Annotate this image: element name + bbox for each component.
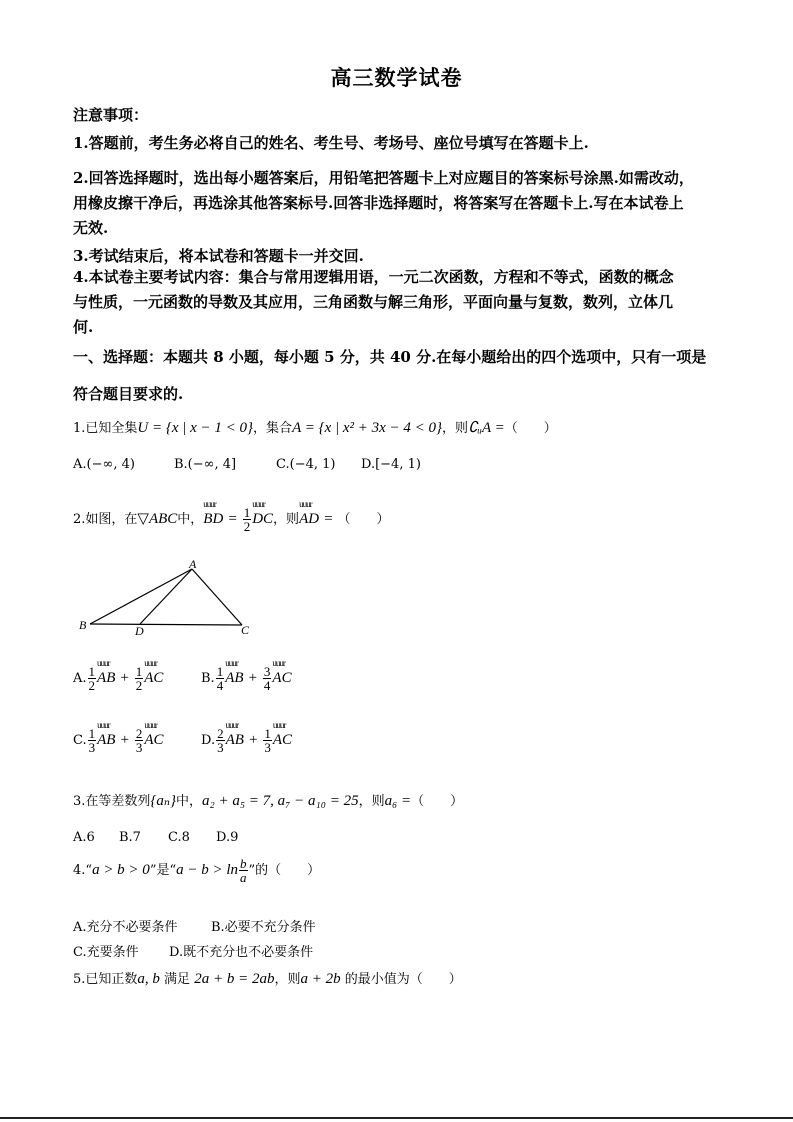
question-2: [73, 506, 389, 533]
q2-option-a-letter: A.: [73, 671, 87, 686]
q2-prefix: 2.如图，在: [73, 512, 138, 527]
q2-option-d-vector-2: uuur AC: [273, 732, 292, 749]
side-ab: [90, 569, 192, 624]
q3-sequence: {aₙ}: [150, 793, 176, 809]
q2-option-c-coef-1-den: 3: [88, 740, 96, 755]
q1-then: ，则: [442, 421, 469, 436]
q2-option-b-op: +: [247, 670, 258, 686]
q5-prefix: 5.已知正数: [73, 972, 138, 987]
q2-option-d-letter: D.: [201, 733, 216, 748]
q3-option-c: C.8: [168, 830, 190, 845]
side-ac: [192, 569, 242, 625]
q2-option-d-coef-2-num: 1: [264, 726, 271, 741]
page-title: 高三数学试卷: [330, 65, 463, 90]
q5-expression: a + 2b: [300, 971, 341, 987]
q5-suffix: 的最小值为（ ）: [344, 972, 462, 987]
vertex-label-c: C: [241, 623, 250, 637]
q4-prefix: 4.“: [73, 863, 93, 878]
q2-option-a-coef-2: [135, 665, 144, 692]
q2-triangle: ▽ABC: [137, 511, 178, 527]
q2-option-d-coef-2-den: 3: [264, 740, 271, 755]
q2-option-a: [73, 665, 163, 692]
q1-option-d: D.[−4, 1): [361, 457, 421, 472]
notice-item-4: [73, 265, 674, 340]
notice-item-3: 3.考试结束后，将本试卷和答题卡一并交回.: [73, 247, 364, 265]
question-5: [73, 968, 462, 988]
q3-blank: （ ）: [411, 794, 464, 809]
segment-ad: [140, 569, 192, 624]
q4-condition-2: a − b > ln: [176, 862, 239, 878]
notice-item-4-line-2: 与性质，一元函数的导数及其应用，三角函数与解三角形，平面向量与复数，数列，立体几: [73, 293, 674, 311]
q2-option-a-coef-2-num: 1: [135, 664, 143, 679]
notice-item-2-line-2: 用橡皮擦干净后，再选涂其他答案标号.回答非选择题时，将答案写在答题卡上.写在本试卷上: [73, 194, 684, 212]
q1-option-a: A.(−∞, 4): [73, 457, 135, 472]
q2-vector-bd: uuur BD: [203, 511, 223, 528]
q2-vector-dc: uuur DC: [252, 511, 273, 528]
q4-option-a: A.充分不必要条件: [73, 920, 178, 935]
q2-option-b-coef-1-den: 4: [216, 678, 224, 693]
q2-then: ，则: [273, 512, 300, 527]
triangle-figure: [75, 555, 265, 640]
question-1: [73, 417, 557, 437]
q2-mid: 中，: [177, 512, 204, 527]
q2-option-b: [201, 665, 292, 692]
q1-blank: （ ）: [504, 421, 557, 436]
q2-option-c-coef-1-num: 1: [88, 726, 96, 741]
q2-option-a-coef-1-num: 1: [88, 664, 96, 679]
q2-option-c-coef-2-den: 3: [135, 740, 143, 755]
notice-item-4-line-3: 何.: [73, 318, 94, 336]
q2-option-b-coef-2-num: 3: [263, 664, 271, 679]
q2-option-d-coef-1-den: 3: [217, 740, 224, 755]
q3-condition: a₂ + a₅ = 7, a₇ − a₁₀ = 25: [202, 793, 359, 809]
section-heading-line-1: 一、选择题：本题共 8 小题，每小题 5 分，共 40 分.在每小题给出的四个选项中，只有一项是: [73, 348, 707, 366]
q1-set-u: U = {x | x − 1 < 0}: [137, 420, 254, 436]
q4-fraction-den: a: [240, 870, 247, 885]
q1-option-c: C.(−4, 1): [276, 457, 336, 472]
q3-mid: 中，: [175, 794, 202, 809]
notice-item-1: 1.答题前，考生务必将自己的姓名、考生号、考场号、座位号填写在答题卡上.: [73, 134, 589, 152]
q4-option-d: D.既不充分也不必要条件: [169, 945, 314, 960]
q2-option-c-letter: C.: [73, 733, 87, 748]
q4-option-c: C.充要条件: [73, 945, 139, 960]
q1-prefix: 1.已知全集: [73, 421, 138, 436]
q3-prefix: 3.在等差数列: [73, 794, 151, 809]
q4-fraction: [239, 857, 248, 884]
side-bc: [90, 624, 242, 625]
q3-then: ，则: [358, 794, 385, 809]
q2-option-c-coef-2-num: 2: [135, 726, 143, 741]
q2-option-b-vector-2: uuur AC: [272, 670, 291, 687]
q5-mid: 满足: [164, 972, 191, 987]
q1-expr: ∁ᵤA =: [468, 420, 505, 436]
q2-eq: =: [323, 511, 334, 527]
q2-option-b-vector-1: uuur AB: [225, 670, 243, 687]
vertex-label-a: A: [189, 557, 197, 571]
q2-option-d-coef-2: [263, 727, 272, 754]
q4-mid: ”是“: [149, 863, 177, 878]
section-heading-line-2: 符合题目要求的.: [73, 385, 184, 403]
q2-option-d: [201, 727, 292, 754]
q2-cond-fraction: $\frac{1}{2}$: [243, 505, 251, 534]
q4-option-b: B.必要不充分条件: [211, 920, 316, 935]
question-4: [73, 857, 320, 884]
q2-option-c-coef-1: [88, 727, 97, 754]
q5-vars: a, b: [137, 971, 160, 987]
q2-option-c-coef-2: [135, 727, 144, 754]
q2-option-c-op: +: [119, 732, 130, 748]
notice-item-2-line-3: 无效.: [73, 219, 109, 237]
q3-target: a₆ =: [384, 793, 412, 809]
q3-option-b: B.7: [119, 830, 141, 845]
q2-option-d-vector-1: uuur AB: [226, 732, 244, 749]
q4-suffix: ”的（ ）: [248, 863, 321, 878]
notice-item-2: [73, 166, 694, 241]
q4-fraction-num: b: [240, 856, 247, 871]
q2-option-b-coef-2: [263, 665, 272, 692]
q3-option-a: A.6: [73, 830, 95, 845]
q2-option-b-letter: B.: [201, 671, 215, 686]
q2-option-b-coef-2-den: 4: [263, 678, 271, 693]
q4-condition-1: a > b > 0: [92, 862, 150, 878]
page-bottom-rule: [0, 1117, 793, 1119]
q2-option-b-coef-1-num: 1: [216, 664, 224, 679]
q2-option-a-coef-1: [88, 665, 97, 692]
point-label-d: D: [135, 624, 144, 638]
q2-option-d-op: +: [248, 732, 259, 748]
notice-heading: 注意事项：: [73, 106, 149, 124]
q2-vector-ad: uuur AD: [299, 511, 319, 528]
q2-blank: （ ）: [337, 512, 390, 527]
q2-option-d-coef-1-num: 2: [217, 726, 224, 741]
q2-option-a-coef-1-den: 2: [88, 678, 96, 693]
q2-option-d-coef-1: [216, 727, 225, 754]
q2-option-a-coef-2-den: 2: [135, 678, 143, 693]
q2-option-b-coef-1: [216, 665, 225, 692]
q3-option-d: D.9: [216, 830, 239, 845]
notice-item-2-line-1: 2.回答选择题时，选出每小题答案后，用铅笔把答题卡上对应题目的答案标号涂黑.如需改动，: [73, 169, 694, 187]
q1-set-a: A = {x | x² + 3x − 4 < 0}: [292, 420, 443, 436]
q2-option-c: [73, 727, 164, 754]
q2-option-c-vector-2: uuur AC: [144, 732, 163, 749]
q2-option-c-vector-1: uuur AB: [97, 732, 115, 749]
q2-option-a-vector-1: uuur AB: [97, 670, 115, 687]
vertex-label-b: B: [79, 618, 87, 632]
q2-option-a-vector-2: uuur AC: [144, 670, 163, 687]
q5-then: ，则: [274, 972, 301, 987]
q2-option-a-op: +: [119, 670, 130, 686]
question-3: [73, 790, 463, 810]
q5-condition: 2a + b = 2ab: [194, 971, 275, 987]
notice-item-4-line-1: 4.本试卷主要考试内容：集合与常用逻辑用语，一元二次函数，方程和不等式，函数的概念: [73, 268, 674, 286]
q1-middle: ，集合: [253, 421, 293, 436]
q2-cond-eq: =: [227, 511, 238, 527]
q1-option-b: B.(−∞, 4]: [174, 457, 237, 472]
